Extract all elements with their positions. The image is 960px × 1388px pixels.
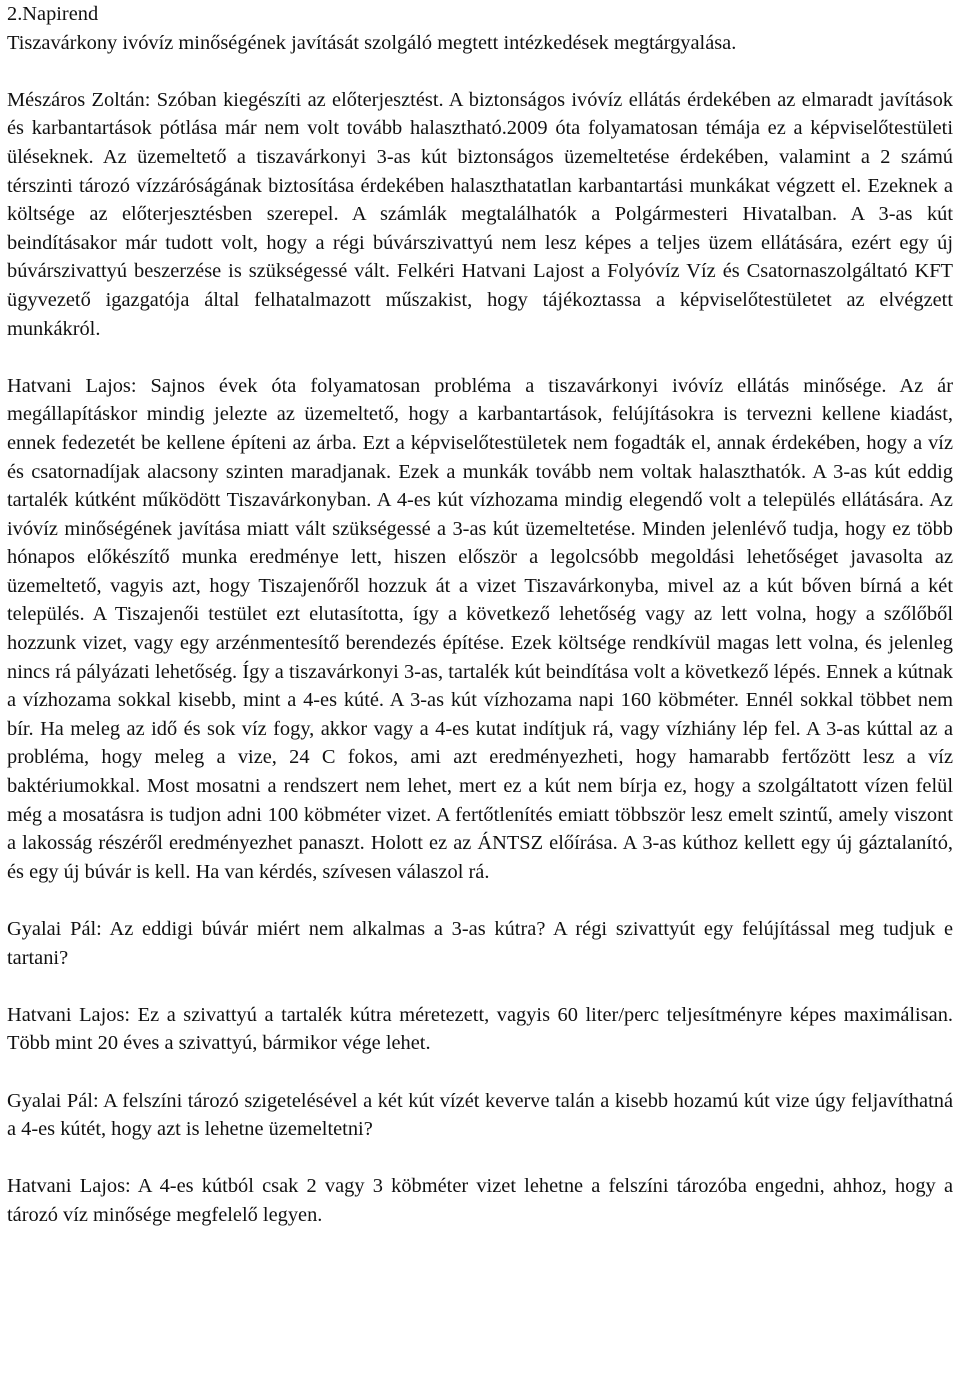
agenda-topic: Tiszavárkony ivóvíz minőségének javítását szolgáló megtett intézkedések megtárgyalása. [7, 31, 737, 54]
paragraph-gap [7, 343, 953, 372]
agenda-heading: 2.Napirend [7, 3, 99, 25]
paragraph-gap [7, 1144, 953, 1173]
paragraph-gyalai-pal-2: Gyalai Pál: A felszíni tározó szigetelésével a két kút vízét keverve talán a kisebb hozamú kút vize úgy feljavíthatná a 4-es kútét, hogy azt is lehetne üzemeltetni? [7, 1089, 953, 1141]
paragraph-gap [7, 972, 953, 1001]
paragraph-meszaros-zoltan: Mészáros Zoltán: Szóban kiegészíti az előterjesztést. A biztonságos ivóvíz ellátás érdekében az elmaradt javítások és karbantartások pótlása már nem volt tovább halasztható.2009 óta folyamatosan témája ez a képviselőtestületi üléseknek. Az üzemeltető a tiszavárkonyi 3-as kút biztonságos üzemeltetése érdekében, valamint a 2 számú térszinti tározó vízzáróságának biztosítása érdekében halaszthatatlan karbantartási munkákat végzett el. Ezeknek a költsége az előterjesztésben szerepel. A számlák megtalálhatók a Polgármesteri Hivatalban. A 3-as kút beindításakor már tudott volt, hogy a régi búvárszivattyú nem lesz képes a teljes üzem ellátására, ezért egy új búvárszivattyú beszerzése is szükségessé vált. Felkéri Hatvani Lajost a Folyóvíz Víz és Csatornaszolgáltató KFT ügyvezető igazgatója által felhatalmazott műszakist, hogy tájékoztassa a képviselőtestületet az elvégzett munkákról. [7, 88, 953, 340]
paragraph-gap [7, 57, 953, 86]
paragraph-hatvani-lajos-2: Hatvani Lajos: Ez a szivattyú a tartalék kútra méretezett, vagyis 60 liter/perc teljesítményre képes maximálisan. Több mint 20 éves a szivattyú, bármikor vége lehet. [7, 1003, 953, 1055]
paragraph-gyalai-pal-1: Gyalai Pál: Az eddigi búvár miért nem alkalmas a 3-as kútra? A régi szivattyút egy felújítással meg tudjuk e tartani? [7, 918, 953, 969]
paragraph-gap [7, 1058, 953, 1087]
paragraph-hatvani-lajos-3: Hatvani Lajos: A 4-es kútból csak 2 vagy 3 köbméter vizet lehetne a felszíni tározóba engedni, ahhoz, hogy a tározó víz minősége megfelelő legyen. [7, 1175, 953, 1226]
paragraph-hatvani-lajos-1: Hatvani Lajos: Sajnos évek óta folyamatosan probléma a tiszavárkonyi ivóvíz ellátás minősége. Az ár megállapításkor mindig jelezte az üzemeltető, hogy a karbantartások, felújításokra is tervezni kellene kiadást, ennek fedezetét be kellene építeni az árba. Ezt a képviselőtestületek nem fogadták el, annak érdekében, hogy a víz és csatornadíjak alacsony szinten maradjanak. Ezek a munkák tovább nem voltak halaszthatók. A 3-as kút eddig tartalék kútként működött Tiszavárkonyban. A 4-es kút vízhozama mindig elegendő volt a település ellátására. Az ivóvíz minőségének javítása miatt vált szükségessé a 3-as kút üzemeltetése. Minden jelenlévő tudja, hogy ez több hónapos előkészítő munka eredménye lett, hiszen először a legolcsóbb megoldási lehetőséget javasolta az üzemeltető, vagyis azt, hogy Tiszajenőről hozzuk át a vizet Tiszavárkonyba, mivel az a kút bőven bírná a két település. A Tiszajenői testület ezt elutasította, így a következő lehetőség vagy az lett volna, hogy a szőlőből hozzunk vizet, vagy egy arzénmentesítő berendezés építése. Ezek költsége rendkívül magas lett volna, és jelenleg nincs rá pályázati lehetőség. Így a tiszavárkonyi 3-as, tartalék kút beindítása volt a következő lépés. Ennek a kútnak a vízhozama sokkal kisebb, mint a 4-es kúté. A 3-as kút vízhozama napi 160 köbméter. Ennél sokkal többet nem bír. Ha meleg az idő és sok víz fogy, akkor vagy a 4-es kutat indítjuk rá, vagy vízhiány lép fel. A 3-as kúttal az a probléma, hogy meleg a vize, 24 C fokos, ami azt eredményezheti, hogy hamarabb fertőzött lesz a víz baktériumokkal. Most mosatni a rendszert nem lehet, mert ez a kút nem bírja ez, hogy a szolgáltatott vízen felül még a mosatásra is tudjon adni 100 köbméter vizet. A fertőtlenítés emiatt többször lesz emelt szintű, amely viszont a lakosság részéről eredményezhet panaszt. Holott ez az ÁNTSZ előírása. A 3-as kúthoz kellett egy új gáztalanító, és egy új búvár is kell. Ha van kérdés, szívesen válaszol rá. [7, 374, 953, 883]
paragraph-gap [7, 886, 953, 915]
